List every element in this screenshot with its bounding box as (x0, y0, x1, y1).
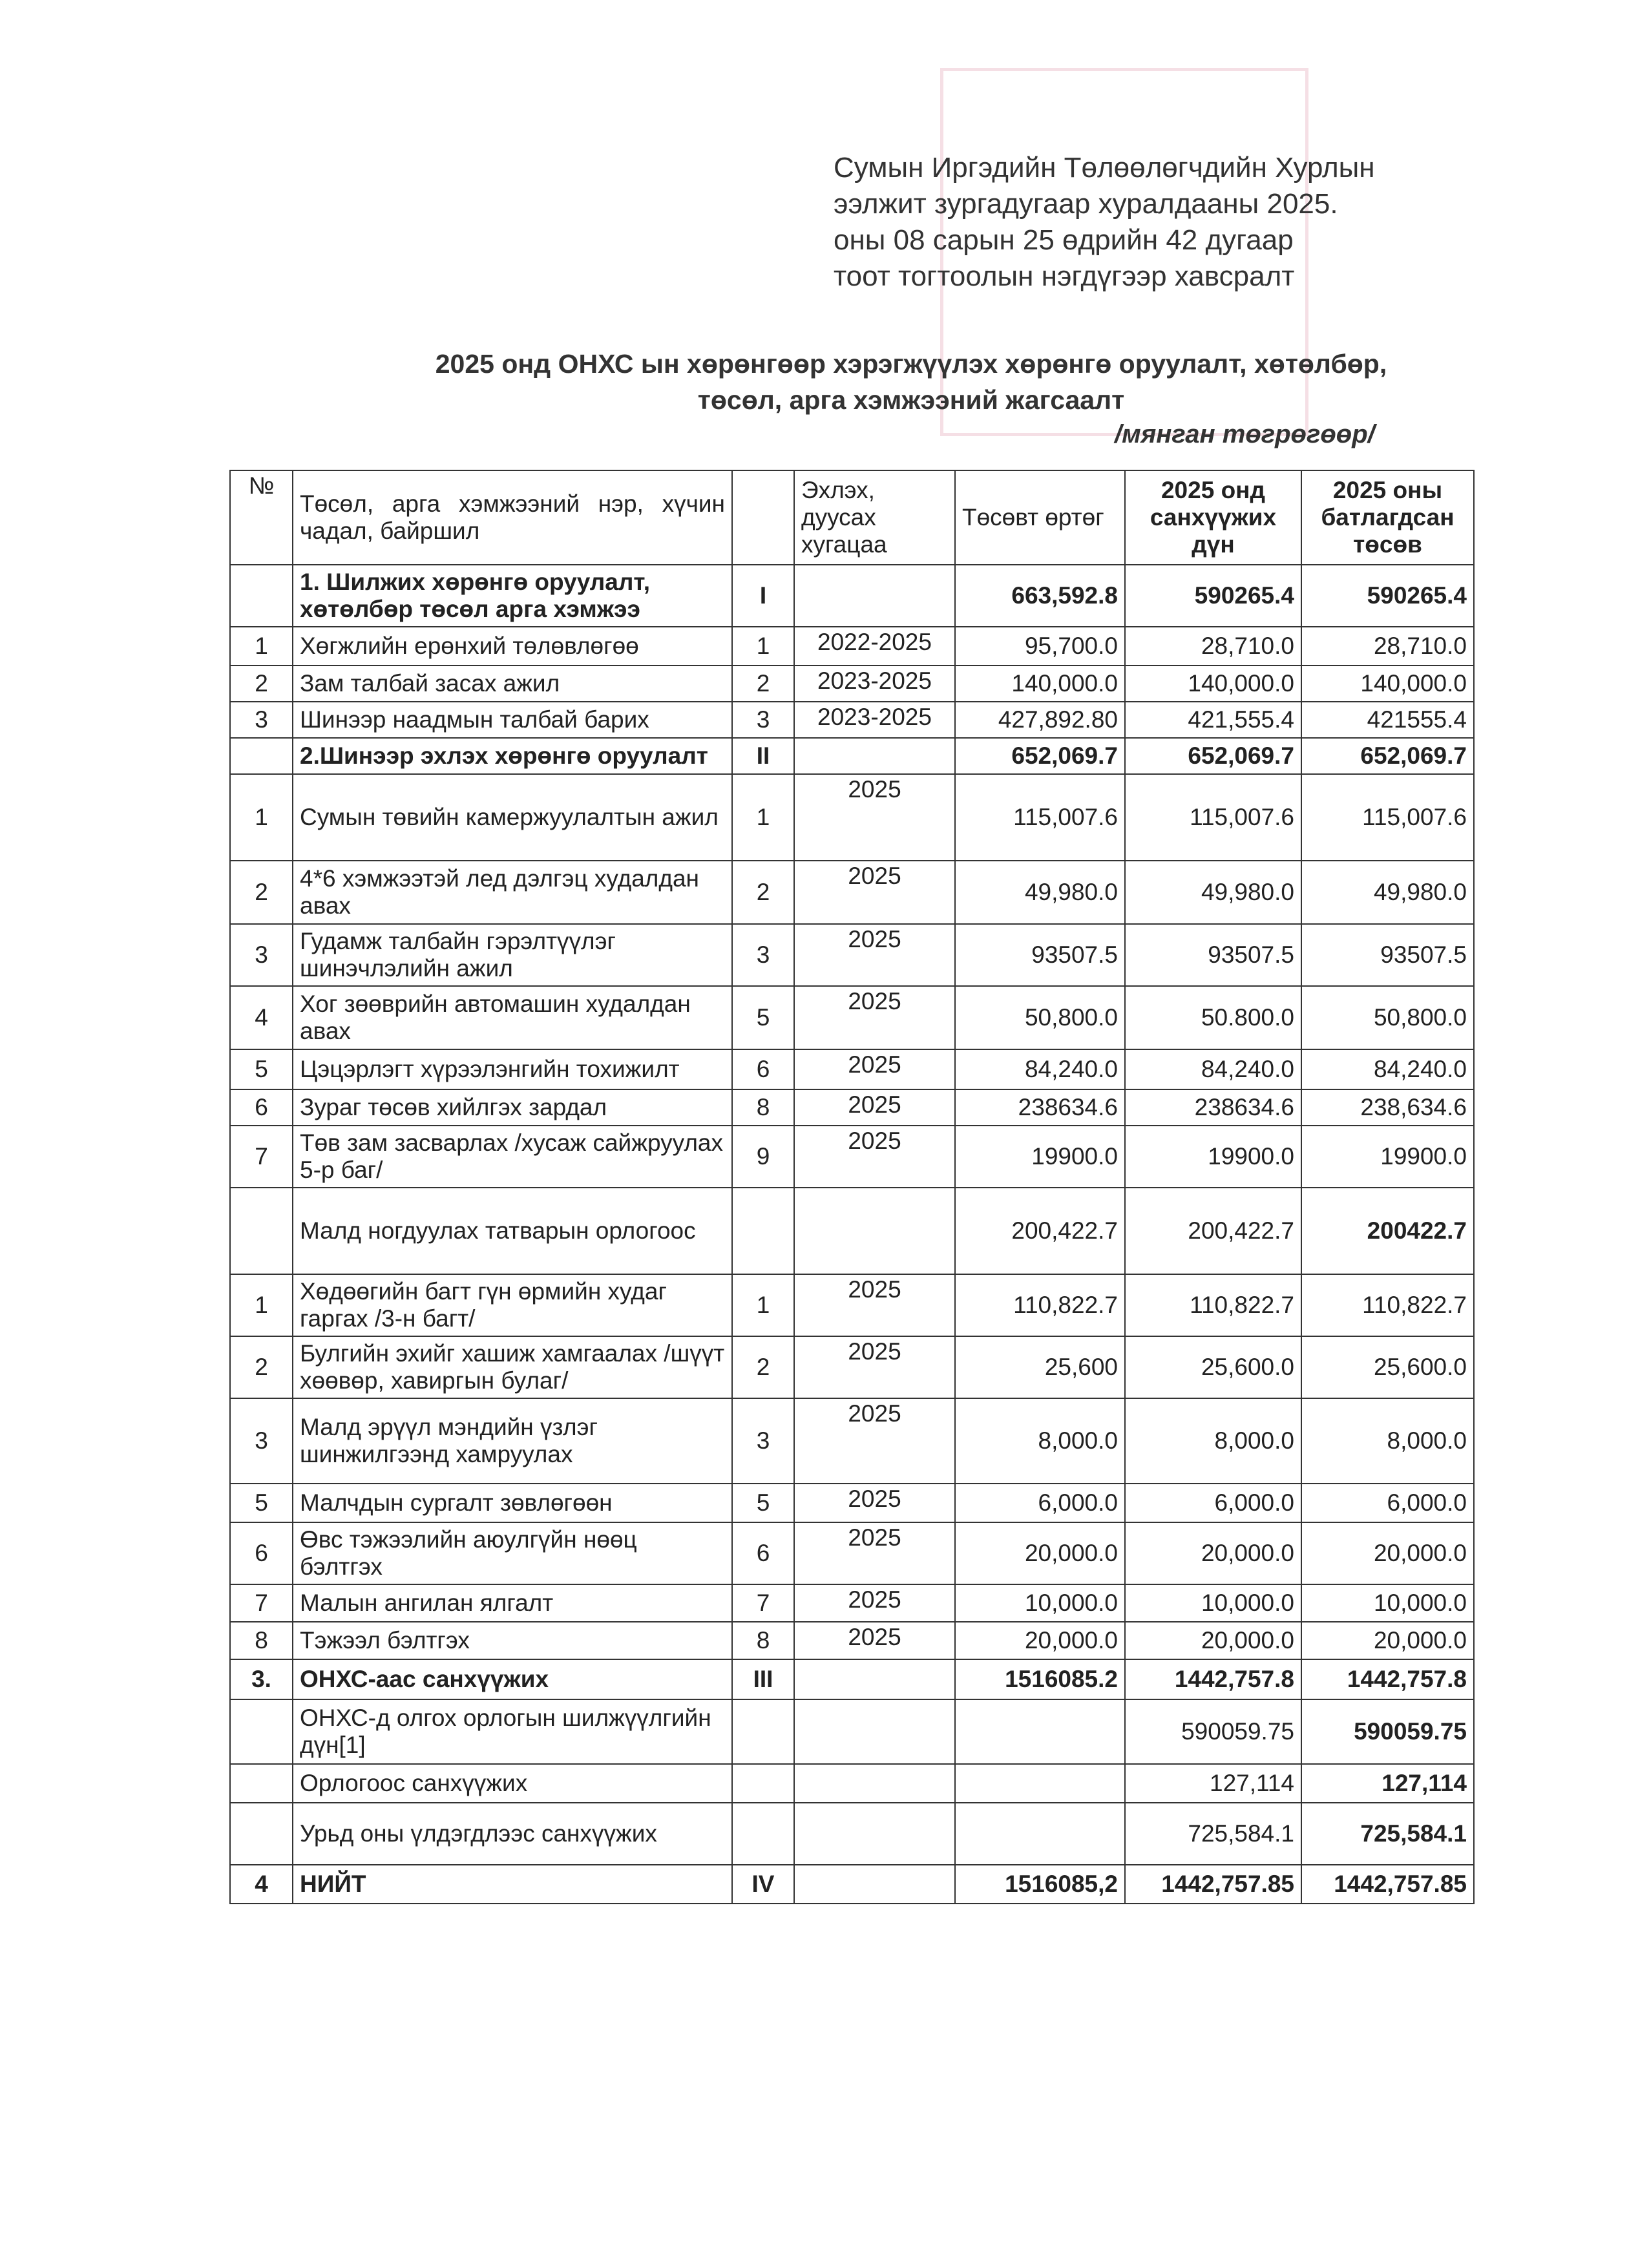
header-cost: Төсөвт өртөг (955, 470, 1125, 565)
row-cost: 1516085.2 (955, 1659, 1125, 1699)
row-cost: 200,422.7 (955, 1188, 1125, 1274)
row-name: Булгийн эхийг хашиж хамгаалах /шүүт хөөвөр, хавиргын булаг/ (293, 1336, 732, 1398)
header-code (732, 470, 794, 565)
row-period (794, 1659, 955, 1699)
row-number: 3. (230, 1659, 293, 1699)
row-code: 6 (732, 1522, 794, 1584)
row-name: Гудамж талбайн гэрэлтүүлэг шинэчлэлийн ажил (293, 924, 732, 986)
row-code: 8 (732, 1089, 794, 1126)
row-cost: 50,800.0 (955, 986, 1125, 1049)
row-number (230, 738, 293, 774)
row-cost: 20,000.0 (955, 1622, 1125, 1659)
row-number: 1 (230, 1274, 293, 1336)
row-amount: 127,114 (1125, 1764, 1301, 1803)
row-code: 5 (732, 1484, 794, 1522)
table-row (230, 986, 1474, 1049)
row-amount: 115,007.6 (1125, 774, 1301, 861)
row-amount: 20,000.0 (1125, 1522, 1301, 1584)
header-line-1: Сумын Иргэдийн Төлөөлөгчдийн Хурлын (834, 152, 1375, 184)
row-amount: 590265.4 (1125, 565, 1301, 627)
row-approved: 6,000.0 (1301, 1484, 1474, 1522)
row-code: 5 (732, 986, 794, 1049)
row-name: Шинээр наадмын талбай барих (293, 702, 732, 738)
row-cost: 95,700.0 (955, 627, 1125, 666)
title-line-2: төсөл, арга хэмжээний жагсаалт (697, 385, 1125, 415)
row-code: 7 (732, 1584, 794, 1622)
row-period: 2022-2025 (794, 627, 955, 666)
row-name: Хог зөөврийн автомашин худалдан авах (293, 986, 732, 1049)
row-number (230, 565, 293, 627)
row-name: Тэжээл бэлтгэх (293, 1622, 732, 1659)
row-name: НИЙТ (293, 1865, 732, 1904)
row-number: 1 (230, 627, 293, 666)
row-name: Хөгжлийн ерөнхий төлөвлөгөө (293, 627, 732, 666)
row-name: Орлогоос санхүүжих (293, 1764, 732, 1803)
row-period: 2025 (794, 1484, 955, 1522)
row-code: 1 (732, 774, 794, 861)
table-row (230, 1274, 1474, 1336)
row-period: 2025 (794, 1584, 955, 1622)
header-line-4: тоот тогтоолын нэгдүгээр хавсралт (834, 260, 1295, 292)
row-approved: 50,800.0 (1301, 986, 1474, 1049)
table-row (230, 1398, 1474, 1484)
row-cost: 115,007.6 (955, 774, 1125, 861)
header-line-2: ээлжит зургадугаар хуралдааны 2025. (834, 188, 1338, 220)
row-cost: 652,069.7 (955, 738, 1125, 774)
title-line-1: 2025 онд ОНХС ын хөрөнгөөр хэрэгжүүлэх хөрөнгө оруулалт, хөтөлбөр, (435, 349, 1387, 379)
header-name: Төсөл, арга хэмжээний нэр, хүчин чадал, байршил (293, 470, 732, 565)
table-row (230, 1484, 1474, 1522)
row-approved: 19900.0 (1301, 1126, 1474, 1188)
row-code: III (732, 1659, 794, 1699)
row-code: 2 (732, 861, 794, 924)
row-approved: 110,822.7 (1301, 1274, 1474, 1336)
row-number: 1 (230, 774, 293, 861)
row-number (230, 1699, 293, 1764)
row-amount: 1442,757.85 (1125, 1865, 1301, 1904)
unit-note: /мянган төгрөгөөр/ (1115, 420, 1375, 448)
row-approved: 1442,757.8 (1301, 1659, 1474, 1699)
row-amount: 140,000.0 (1125, 666, 1301, 702)
row-code: 3 (732, 702, 794, 738)
row-code (732, 1699, 794, 1764)
row-cost: 93507.5 (955, 924, 1125, 986)
row-period (794, 1764, 955, 1803)
row-number: 2 (230, 666, 293, 702)
row-code: 1 (732, 1274, 794, 1336)
row-period: 2025 (794, 1089, 955, 1126)
table-row (230, 1865, 1474, 1904)
table-row (230, 627, 1474, 666)
row-approved: 590265.4 (1301, 565, 1474, 627)
row-number: 5 (230, 1049, 293, 1089)
header-no: № (230, 470, 293, 565)
row-code: 3 (732, 1398, 794, 1484)
row-amount: 19900.0 (1125, 1126, 1301, 1188)
row-name: Малчдын сургалт зөвлөгөөн (293, 1484, 732, 1522)
row-number: 3 (230, 1398, 293, 1484)
row-approved: 1442,757.85 (1301, 1865, 1474, 1904)
row-name: Зураг төсөв хийлгэх зардал (293, 1089, 732, 1126)
row-cost: 663,592.8 (955, 565, 1125, 627)
row-amount: 84,240.0 (1125, 1049, 1301, 1089)
row-code: II (732, 738, 794, 774)
row-period (794, 1699, 955, 1764)
row-cost: 25,600 (955, 1336, 1125, 1398)
row-cost: 6,000.0 (955, 1484, 1125, 1522)
table-row (230, 1522, 1474, 1584)
row-amount: 28,710.0 (1125, 627, 1301, 666)
row-code: 9 (732, 1126, 794, 1188)
row-amount: 25,600.0 (1125, 1336, 1301, 1398)
row-amount: 1442,757.8 (1125, 1659, 1301, 1699)
row-code: 8 (732, 1622, 794, 1659)
row-name: Зам талбай засах ажил (293, 666, 732, 702)
header-line-3: оны 08 сарын 25 өдрийн 42 дугаар (834, 224, 1294, 256)
row-amount: 49,980.0 (1125, 861, 1301, 924)
row-name: ОНХС-д олгох орлогын шилжүүлгийн дүн[1] (293, 1699, 732, 1764)
row-amount: 10,000.0 (1125, 1584, 1301, 1622)
attachment-header (834, 150, 1375, 295)
header-period: Эхлэх, дуусах хугацаа (794, 470, 955, 565)
row-period: 2025 (794, 1049, 955, 1089)
row-code: 2 (732, 666, 794, 702)
row-approved: 140,000.0 (1301, 666, 1474, 702)
row-period: 2023-2025 (794, 666, 955, 702)
row-code: I (732, 565, 794, 627)
row-approved: 652,069.7 (1301, 738, 1474, 774)
row-amount: 6,000.0 (1125, 1484, 1301, 1522)
row-approved: 10,000.0 (1301, 1584, 1474, 1622)
row-name: 4*6 хэмжээтэй лед дэлгэц худалдан авах (293, 861, 732, 924)
row-code: 2 (732, 1336, 794, 1398)
row-amount: 652,069.7 (1125, 738, 1301, 774)
header-approved: 2025 оны батлагдсан төсөв (1301, 470, 1474, 565)
row-approved: 25,600.0 (1301, 1336, 1474, 1398)
row-amount: 110,822.7 (1125, 1274, 1301, 1336)
row-approved: 590059.75 (1301, 1699, 1474, 1764)
row-amount: 20,000.0 (1125, 1622, 1301, 1659)
row-name: Малд ногдуулах татварын орлогоос (293, 1188, 732, 1274)
row-amount: 590059.75 (1125, 1699, 1301, 1764)
table-row (230, 1659, 1474, 1699)
row-period: 2023-2025 (794, 702, 955, 738)
table-row (230, 1089, 1474, 1126)
row-number: 2 (230, 1336, 293, 1398)
row-cost: 20,000.0 (955, 1522, 1125, 1584)
row-approved: 28,710.0 (1301, 627, 1474, 666)
row-number: 4 (230, 986, 293, 1049)
row-number: 3 (230, 924, 293, 986)
row-name: Хөдөөгийн багт гүн өрмийн худаг гаргах /3-н багт/ (293, 1274, 732, 1336)
row-cost: 238634.6 (955, 1089, 1125, 1126)
row-amount: 50.800.0 (1125, 986, 1301, 1049)
row-code (732, 1188, 794, 1274)
row-period: 2025 (794, 986, 955, 1049)
row-name: Төв зам засварлах /хусаж сайжруулах 5-р баг/ (293, 1126, 732, 1188)
table-row (230, 565, 1474, 627)
row-approved: 238,634.6 (1301, 1089, 1474, 1126)
table-row (230, 1699, 1474, 1764)
table-row (230, 1049, 1474, 1089)
row-period: 2025 (794, 924, 955, 986)
row-amount: 421,555.4 (1125, 702, 1301, 738)
investment-table (229, 470, 1475, 1904)
row-code (732, 1803, 794, 1865)
row-name: Малд эрүүл мэндийн үзлэг шинжилгээнд хамруулах (293, 1398, 732, 1484)
row-name: Урьд оны үлдэгдлээс санхүүжих (293, 1803, 732, 1865)
table-row (230, 1336, 1474, 1398)
table-row (230, 1188, 1474, 1274)
table-row (230, 1622, 1474, 1659)
row-cost: 8,000.0 (955, 1398, 1125, 1484)
row-amount: 93507.5 (1125, 924, 1301, 986)
row-number (230, 1764, 293, 1803)
row-code (732, 1764, 794, 1803)
row-period: 2025 (794, 861, 955, 924)
row-name: ОНХС-аас санхүүжих (293, 1659, 732, 1699)
row-approved: 127,114 (1301, 1764, 1474, 1803)
header-amount: 2025 онд санхүүжих дүн (1125, 470, 1301, 565)
table-row (230, 702, 1474, 738)
row-approved: 20,000.0 (1301, 1522, 1474, 1584)
row-number: 7 (230, 1126, 293, 1188)
row-approved: 200422.7 (1301, 1188, 1474, 1274)
row-cost: 49,980.0 (955, 861, 1125, 924)
table-header-row (230, 470, 1474, 565)
row-number: 6 (230, 1089, 293, 1126)
row-approved: 20,000.0 (1301, 1622, 1474, 1659)
row-number: 8 (230, 1622, 293, 1659)
table-row (230, 1803, 1474, 1865)
row-name: Сумын төвийн камержуулалтын ажил (293, 774, 732, 861)
row-amount: 8,000.0 (1125, 1398, 1301, 1484)
row-approved: 84,240.0 (1301, 1049, 1474, 1089)
row-name: 1. Шилжих хөрөнгө оруулалт, хөтөлбөр төсөл арга хэмжээ (293, 565, 732, 627)
row-period: 2025 (794, 1622, 955, 1659)
row-number: 4 (230, 1865, 293, 1904)
row-period: 2025 (794, 1398, 955, 1484)
row-name: Малын ангилан ялгалт (293, 1584, 732, 1622)
table-row (230, 1584, 1474, 1622)
row-period: 2025 (794, 774, 955, 861)
table-row (230, 861, 1474, 924)
row-amount: 200,422.7 (1125, 1188, 1301, 1274)
row-cost (955, 1803, 1125, 1865)
row-amount: 725,584.1 (1125, 1803, 1301, 1865)
row-number: 2 (230, 861, 293, 924)
row-number: 5 (230, 1484, 293, 1522)
row-cost: 19900.0 (955, 1126, 1125, 1188)
row-period (794, 1803, 955, 1865)
row-code: 1 (732, 627, 794, 666)
row-code: 6 (732, 1049, 794, 1089)
row-number: 7 (230, 1584, 293, 1622)
row-number: 3 (230, 702, 293, 738)
row-approved: 115,007.6 (1301, 774, 1474, 861)
table-row (230, 924, 1474, 986)
row-period (794, 738, 955, 774)
row-cost: 1516085,2 (955, 1865, 1125, 1904)
row-period: 2025 (794, 1126, 955, 1188)
row-approved: 93507.5 (1301, 924, 1474, 986)
row-approved: 8,000.0 (1301, 1398, 1474, 1484)
row-period: 2025 (794, 1274, 955, 1336)
row-cost: 140,000.0 (955, 666, 1125, 702)
table-row (230, 1764, 1474, 1803)
row-amount: 238634.6 (1125, 1089, 1301, 1126)
row-cost: 84,240.0 (955, 1049, 1125, 1089)
table-row (230, 666, 1474, 702)
row-approved: 49,980.0 (1301, 861, 1474, 924)
row-period (794, 1865, 955, 1904)
table-row (230, 738, 1474, 774)
row-name: Өвс тэжээлийн аюулгүйн нөөц бэлтгэх (293, 1522, 732, 1584)
row-code: IV (732, 1865, 794, 1904)
row-cost (955, 1764, 1125, 1803)
row-number (230, 1188, 293, 1274)
row-cost: 427,892.80 (955, 702, 1125, 738)
row-approved: 421555.4 (1301, 702, 1474, 738)
row-cost: 110,822.7 (955, 1274, 1125, 1336)
table-row (230, 1126, 1474, 1188)
row-code: 3 (732, 924, 794, 986)
row-period: 2025 (794, 1522, 955, 1584)
document-title (362, 346, 1460, 418)
row-cost (955, 1699, 1125, 1764)
row-cost: 10,000.0 (955, 1584, 1125, 1622)
table-row (230, 774, 1474, 861)
row-approved: 725,584.1 (1301, 1803, 1474, 1865)
row-period (794, 1188, 955, 1274)
row-name: Цэцэрлэгт хүрээлэнгийн тохижилт (293, 1049, 732, 1089)
row-number (230, 1803, 293, 1865)
row-period (794, 565, 955, 627)
row-number: 6 (230, 1522, 293, 1584)
row-name: 2.Шинээр эхлэх хөрөнгө оруулалт (293, 738, 732, 774)
row-period: 2025 (794, 1336, 955, 1398)
